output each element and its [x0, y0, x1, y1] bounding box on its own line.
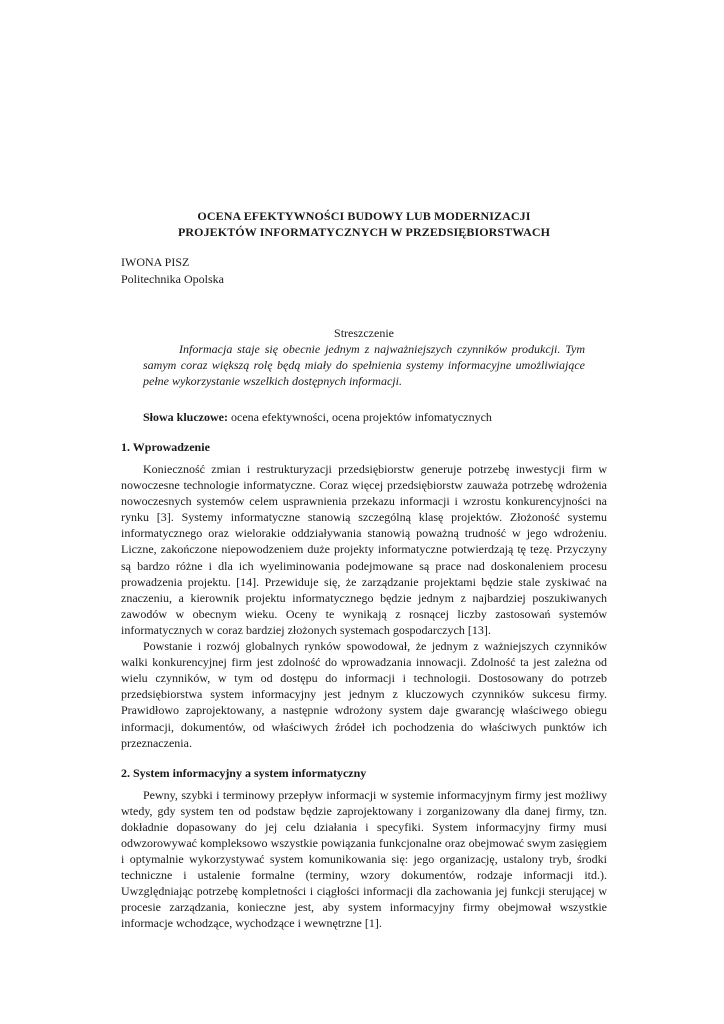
author-name: IWONA PISZ [121, 255, 190, 269]
title-line-2: PROJEKTÓW INFORMATYCZNYCH W PRZEDSIĘBIORSTWACH [177, 225, 551, 239]
section-heading-intro: 1. Wprowadzenie [121, 440, 210, 454]
title-line-1: OCENA EFEKTYWNOŚCI BUDOWY LUB MODERNIZACJI [197, 209, 531, 223]
abstract-text: Informacja staje się obecnie jednym z najważniejszych czynników produkcji. Tym samym coraz większą rolę będą miały do spełnienia systemy informacyjne umożliwiające pełne wykorzystanie wszelkich dostępnych informacji. [143, 342, 585, 388]
paper-page [121, 208, 607, 932]
keywords-label: Słowa kluczowe: [143, 410, 228, 424]
section-paragraph: Konieczność zmian i restrukturyzacji przedsiębiorstw generuje potrzebę inwestycji firm w nowoczesne technologie informatyczne. Coraz więcej przedsiębiorstw zauważa potrzebę wdrożenia nowoczesnych systemów celem usprawnienia przekazu informacji i wzrostu konkurencyjności na rynku [3]. Systemy informatyczne stanowią szczególną klasę projektów. Złożoność systemu informatycznego oraz wielorakie oddziaływania stanowią poważną trudność w jego wdrożeniu. Liczne, zakończone niepowodzeniem duże projekty informatyczne potwierdzają tę tezę. Przyczyny są bardzo różne i dla ich wyeliminowania podejmowane są prace nad doskonaleniem procesu prowadzenia projektu. [14]. Przewiduje się, że zarządzanie projektami będzie stale zyskiwać na znaczeniu, a kierownik projektu informatycznego będzie jednym z najbardziej poszukiwanych zawodów w obecnym wieku. Oceny te wynikają z rosnącej liczby zastosowań systemów informatycznych w coraz bardziej złożonych systemach gospodarczych [13]. [121, 462, 607, 637]
keywords-text: ocena efektywności, ocena projektów infomatycznych [228, 410, 492, 424]
section-paragraph: Pewny, szybki i terminowy przepływ informacji w systemie informacyjnym firmy jest możliwy wtedy, gdy system ten od podstaw będzie zaprojektowany i zorganizowany dla danej firmy, tzn. dokładnie dopasowany do jej celu działania i specyfiki. System informacyjny firmy musi odwzorowywać kompleksowo wszystkie powiązania funkcjonalne oraz obejmować swym zasięgiem i optymalnie wykorzystywać system komunikowania się: jego organizację, ustalony tryb, środki techniczne i ustalenie formalne (terminy, wzory dokumentów, rodzaje informacji itd.). Uwzględniając potrzebę kompletności i ciągłości informacji dla zachowania jej funkcji sterującej w procesie zarządzania, konieczne jest, aby system informacyjny firmy obejmował wszystkie informacje wchodzące, wychodzące i wewnętrzne [1]. [121, 787, 607, 931]
section-paragraph: Powstanie i rozwój globalnych rynków spowodował, że jednym z ważniejszych czynników walki konkurencyjnej firm jest zdolność do wprowadzania innowacji. Zdolność ta jest zależna od wielu czynników, w tym od dostępu do informacji i technologii. Dostosowany do potrzeb przedsiębiorstwa system informacyjny jest jednym z kluczowych czynników sukcesu firmy. Prawidłowo zaprojektowany, a następnie wdrożony system daje gwarancję właściwego obiegu informacji, dokumentów, od właściwych źródeł ich pochodzenia do właściwych punktów ich przeznaczenia. [121, 639, 607, 750]
paper-title [121, 208, 607, 240]
keywords [121, 409, 607, 425]
author-affiliation: Politechnika Opolska [121, 271, 224, 286]
section-heading-systems: 2. System informacyjny a system informatyczny [121, 765, 367, 780]
abstract-heading: Streszczenie [334, 326, 394, 340]
author-block [121, 254, 607, 287]
